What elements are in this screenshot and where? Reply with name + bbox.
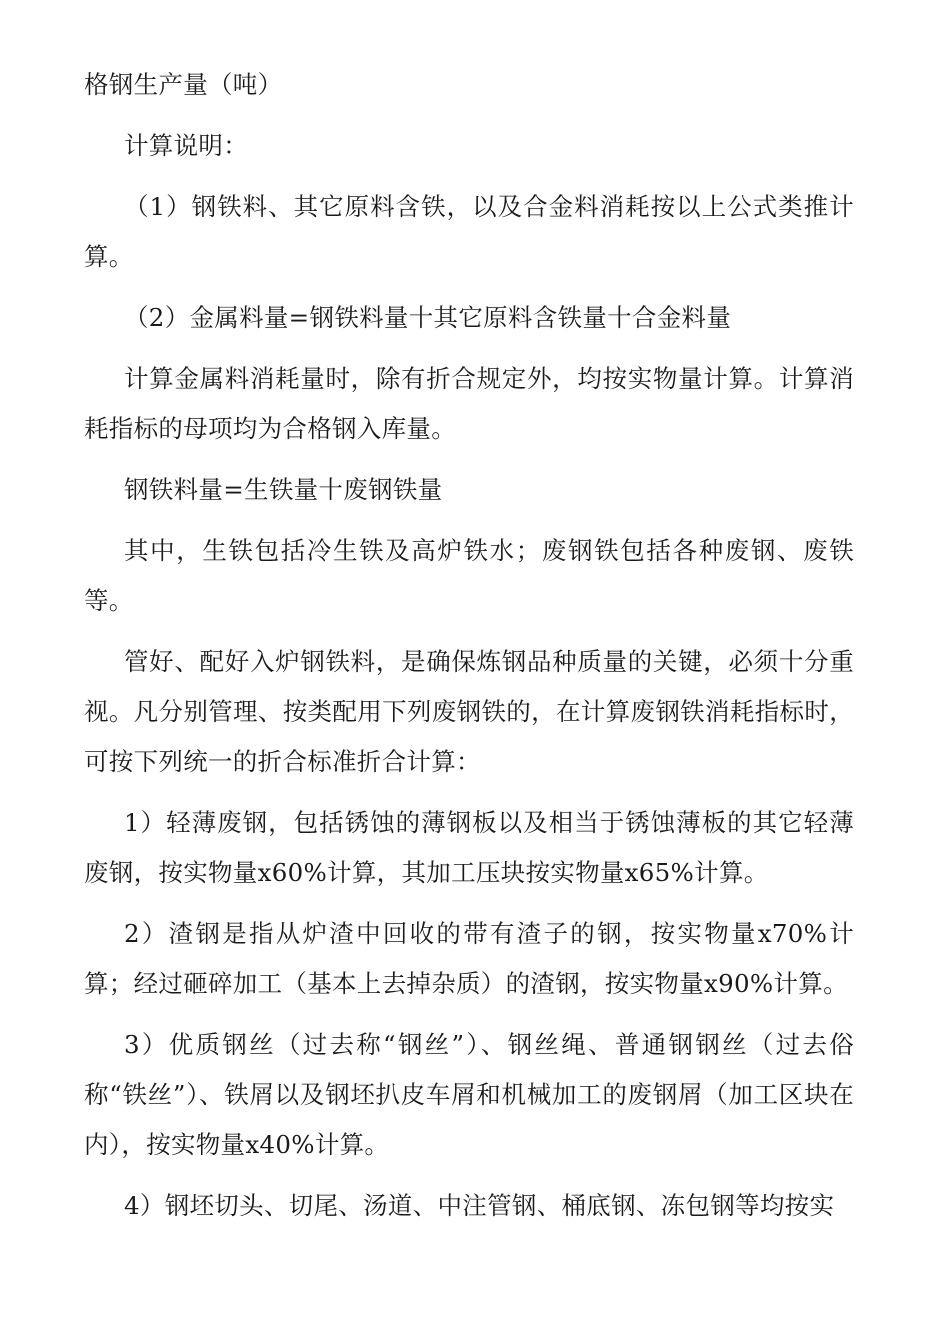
paragraph-note-2: （2）金属料量=钢铁料量十其它原料含铁量十合金料量 — [124, 303, 732, 332]
paragraph-metal-consumption: 计算金属料消耗量时，除有折合规定外，均按实物量计算。计算消耗指标的母项均为合格钢入库量。 — [84, 364, 854, 443]
paragraph-management: 管好、配好入炉钢铁料，是确保炼钢品种质量的关键，必须十分重视。凡分别管理、按类配用下列废钢铁的，在计算废钢铁消耗指标时，可按下列统一的折合标准折合计算： — [84, 647, 854, 776]
paragraph-formula: 钢铁料量=生铁量十废钢铁量 — [124, 475, 443, 504]
paragraph-calc-notes-heading: 计算说明： — [124, 131, 248, 160]
paragraph-item-4: 4）钢坯切头、切尾、汤道、中注管钢、桶底钢、冻包钢等均按实 — [124, 1191, 835, 1220]
paragraph-note-1: （1）钢铁料、其它原料含铁，以及合金料消耗按以上公式类推计算。 — [84, 192, 854, 271]
continuation-line: 格钢生产量（吨） — [84, 70, 283, 99]
paragraph-item-3: 3）优质钢丝（过去称“钢丝”）、钢丝绳、普通钢钢丝（过去俗称“铁丝”）、铁屑以及钢坯扒皮车屑和机械加工的废钢屑（加工区块在内），按实物量x40%计算。 — [84, 1030, 854, 1159]
paragraph-item-2: 2）渣钢是指从炉渣中回收的带有渣子的钢，按实物量x70%计算；经过砸碎加工（基本上去掉杂质）的渣钢，按实物量x90%计算。 — [84, 919, 854, 998]
paragraph-pig-iron-definition: 其中，生铁包括冷生铁及高炉铁水；废钢铁包括各种废钢、废铁等。 — [84, 536, 854, 615]
document-body — [84, 60, 854, 1242]
paragraph-item-1: 1）轻薄废钢，包括锈蚀的薄钢板以及相当于锈蚀薄板的其它轻薄废钢，按实物量x60%计算，其加工压块按实物量x65%计算。 — [84, 808, 854, 887]
